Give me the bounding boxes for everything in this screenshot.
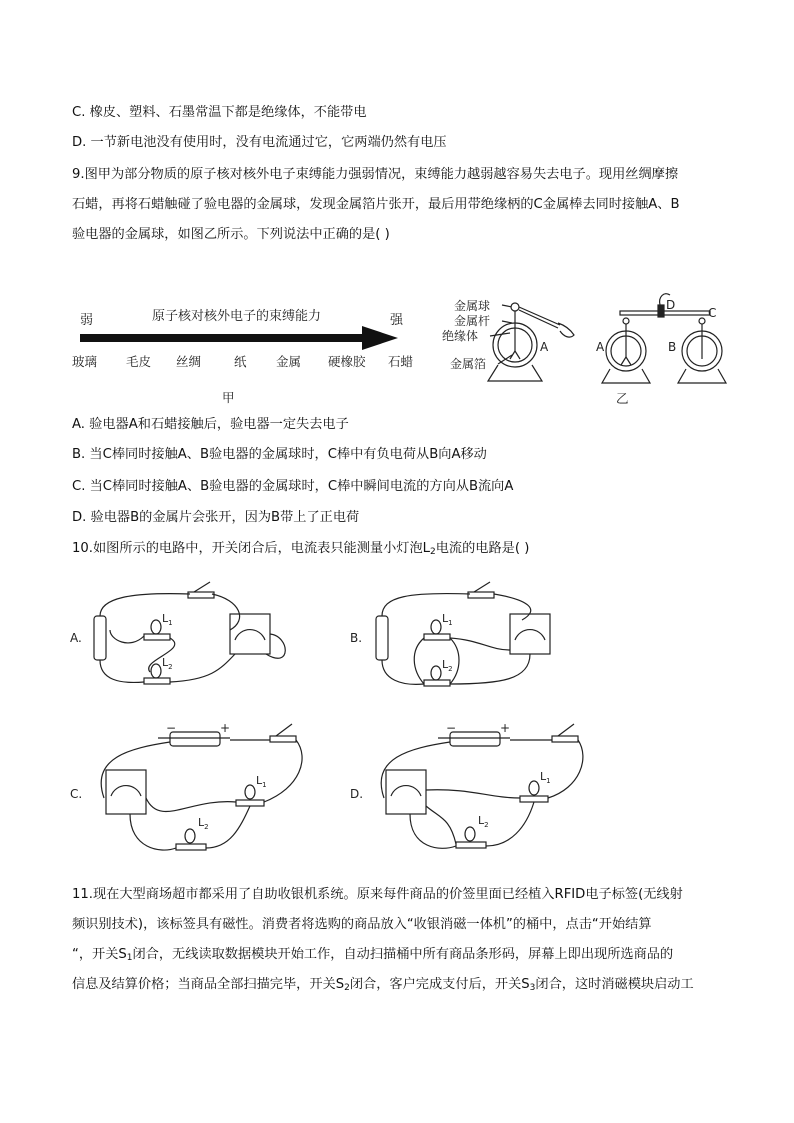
circuit-b <box>350 580 580 700</box>
q9-option-c: C. 当C棒同时接触A、B验电器的金属球时，C棒中瞬间电流的方向从B流向A <box>72 479 514 494</box>
q10-stem-sub: 2 <box>430 547 436 557</box>
q11-line1: 11.现在大型商场超市都采用了自助收银机系统。原来每件商品的价签里面已经植入RFID电子标签(无线射 <box>72 887 683 902</box>
q9-stem-line3: 验电器的金属球，如图乙所示。下列说法中正确的是( ) <box>72 227 390 242</box>
circuit-a-switch <box>188 592 214 598</box>
circuit-c-bulb-l1 <box>245 785 255 799</box>
material-wax: 石蜡 <box>388 354 414 369</box>
electroscope-left <box>488 303 542 381</box>
label-metal-foil: 金属箔 <box>450 357 487 371</box>
q11-line4-sub1: 2 <box>344 983 350 993</box>
q11-line4-c: 闭合，这时消磁模块启动工 <box>535 977 694 992</box>
q11-line3-a: “，开关S <box>72 947 127 962</box>
circuit-c-l1: $L_1$ <box>256 774 267 789</box>
circuit-c-switch <box>270 736 296 742</box>
q11-line4-sub2: 3 <box>529 983 536 993</box>
circuit-c-bulb-l2 <box>185 829 195 843</box>
q11-line4 <box>72 976 694 997</box>
q9-option-a: A. 验电器A和石蜡接触后，验电器一定失去电子 <box>72 417 349 432</box>
circuit-a <box>70 580 300 700</box>
q11-line3-b: 闭合，无线读取数据模块开始工作，自动扫描桶中所有商品条形码，屏幕上即出现所选商品的 <box>132 947 674 962</box>
circuit-a-bulb-l2 <box>151 664 161 678</box>
q9-option-b: B. 当C棒同时接触A、B验电器的金属球时，C棒中有负电荷从B向A移动 <box>72 447 487 462</box>
circuit-a-l1: $L_1$ <box>162 612 173 627</box>
caption-yi: 乙 <box>616 391 629 406</box>
material-fur: 毛皮 <box>126 354 152 369</box>
q11-line4-b: 闭合，客户完成支付后，开关S <box>349 977 530 992</box>
circuit-a-bulb-l1 <box>151 620 161 634</box>
circuit-d-label: D. <box>350 787 364 801</box>
label-a-right: A <box>596 340 605 354</box>
circuit-d <box>350 718 590 868</box>
circuit-d-plus: + <box>500 721 511 735</box>
q10-stem <box>72 540 529 561</box>
circuit-c-battery <box>170 732 220 746</box>
label-metal-ball: 金属球 <box>454 299 491 313</box>
circuit-d-bulb-l1 <box>529 781 539 795</box>
q11-line2: 频识别技术)，该标签具有磁性。消费者将选购的商品放入“收银消磁一体机”的桶中，点击“开始结算 <box>72 917 652 932</box>
material-metal: 金属 <box>276 354 302 369</box>
q11-line4-a: 信息及结算价格；当商品全部扫描完毕，开关S <box>72 977 345 992</box>
figure-jia <box>72 298 412 408</box>
circuit-b-label: B. <box>350 631 363 645</box>
figure-yi <box>440 285 730 410</box>
circuit-d-battery <box>450 732 500 746</box>
q9-stem-line1: 9.图甲为部分物质的原子核对核外电子束缚能力强弱情况，束缚能力越弱越容易失去电子。现用丝绸摩擦 <box>72 167 679 182</box>
material-silk: 丝绸 <box>176 354 202 369</box>
strong-label: 强 <box>390 313 404 328</box>
q9-stem-line2: 石蜡，再将石蜡触碰了验电器的金属球，发现金属箔片张开，最后用带绝缘柄的C金属棒去同时接触A、B <box>72 197 680 212</box>
circuit-d-switch <box>552 736 578 742</box>
electroscope-a <box>602 318 650 383</box>
circuit-a-l2: $L_2$ <box>162 656 173 671</box>
circuit-c-l2: $L_2$ <box>198 816 209 831</box>
circuit-d-minus: − <box>446 721 457 735</box>
circuit-d-bulb-l2 <box>465 827 475 841</box>
label-c: C <box>708 306 717 320</box>
circuit-d-ammeter <box>386 770 426 814</box>
circuit-b-ammeter <box>510 614 550 654</box>
label-insulator: 绝缘体 <box>442 329 479 343</box>
q8-option-d: D. 一节新电池没有使用时，没有电流通过它，它两端仍然有电压 <box>72 135 447 150</box>
material-glass: 玻璃 <box>72 354 98 369</box>
circuit-c-ammeter <box>106 770 146 814</box>
q10-stem-text: 10.如图所示的电路中，开关闭合后，电流表只能测量小灯泡L <box>72 541 431 556</box>
circuit-b-switch <box>468 592 494 598</box>
q10-stem-tail: 电流的电路是( ) <box>435 541 530 556</box>
q9-option-d: D. 验电器B的金属片会张开，因为B带上了正电荷 <box>72 510 360 525</box>
label-b: B <box>668 340 677 354</box>
circuit-b-l2: $L_2$ <box>442 658 453 673</box>
circuit-a-battery <box>94 616 106 660</box>
electroscope-b <box>678 318 726 383</box>
circuit-a-ammeter <box>230 614 270 654</box>
arrow-label: 原子核对核外电子的束缚能力 <box>152 309 322 324</box>
q11-line3 <box>72 946 673 967</box>
caption-jia: 甲 <box>222 390 235 405</box>
label-metal-rod: 金属杆 <box>454 314 491 328</box>
rod-c <box>620 294 710 317</box>
material-hard-rubber: 硬橡胶 <box>328 354 366 369</box>
circuit-b-battery <box>376 616 388 660</box>
circuit-b-l1: $L_1$ <box>442 612 453 627</box>
circuit-c-minus: − <box>166 721 177 735</box>
circuit-c-plus: + <box>220 721 231 735</box>
circuit-c-label: C. <box>70 787 83 801</box>
weak-label: 弱 <box>80 313 94 328</box>
circuit-b-bulb-l2 <box>431 666 441 680</box>
label-d: D <box>666 298 676 312</box>
q11-line3-sub: 1 <box>126 953 133 963</box>
label-a-left: A <box>540 340 549 354</box>
circuit-b-bulb-l1 <box>431 620 441 634</box>
material-paper: 纸 <box>234 354 247 369</box>
circuit-c <box>70 718 310 868</box>
circuit-d-l2: $L_2$ <box>478 814 489 829</box>
circuit-a-label: A. <box>70 631 82 645</box>
circuit-d-l1: $L_1$ <box>540 770 551 785</box>
q8-option-c: C. 橡皮、塑料、石墨常温下都是绝缘体，不能带电 <box>72 105 367 120</box>
strength-arrow <box>80 326 398 350</box>
